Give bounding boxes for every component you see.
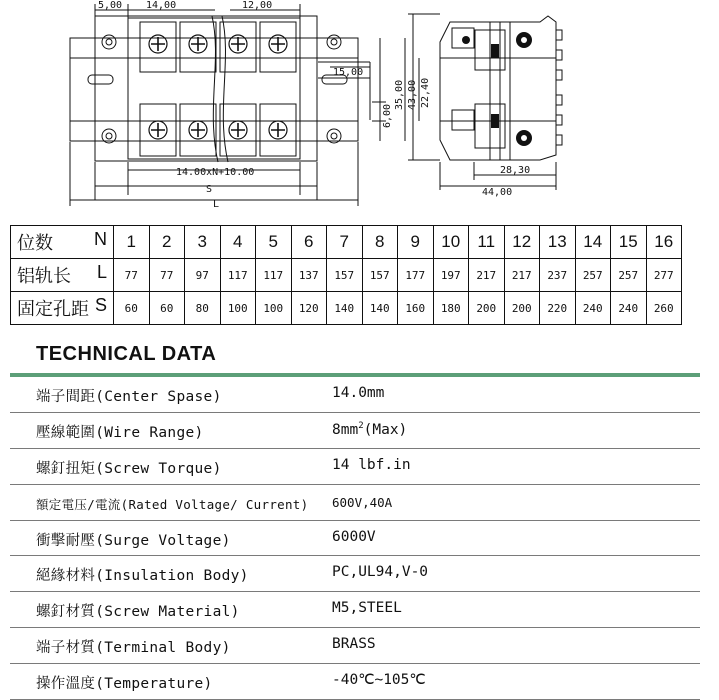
table-cell: 77 [114,259,150,292]
technical-drawing [0,0,719,215]
table-cell: 80 [185,292,221,325]
table-cell: 137 [291,259,327,292]
dimension-table [10,225,682,325]
spec-value: BRASS [332,636,376,653]
table-cell: 220 [540,292,576,325]
header-label-cell: 位数 N [11,226,114,259]
table-cell: 7 [327,226,363,259]
list-item [10,413,700,449]
list-item [10,377,700,413]
table-cell: 10 [433,226,469,259]
list-item [10,556,700,592]
table-cell: 140 [362,292,398,325]
technical-data-list [10,377,700,700]
table-cell: 60 [114,292,150,325]
spec-value: 14 lbf.in [332,456,411,473]
table-cell: 217 [469,259,505,292]
table-cell: 100 [256,292,292,325]
table-cell: 13 [540,226,576,259]
row-label-cell: 固定孔距 S [11,292,114,325]
table-cell: 9 [398,226,434,259]
table-cell: 4 [220,226,256,259]
table-cell: 157 [362,259,398,292]
table-cell: 100 [220,292,256,325]
row-label-cell: 铝轨长 L [11,259,114,292]
table-cell: 177 [398,259,434,292]
table-cell: 240 [611,292,647,325]
table-row-rail-length [11,259,682,292]
table-cell: 157 [327,259,363,292]
dim-l: L [213,199,220,210]
technical-data-title: TECHNICAL DATA [36,343,217,365]
table-cell: 117 [220,259,256,292]
table-cell: 3 [185,226,221,259]
dim-inner-w: 15,00 [333,67,364,78]
table-cell: 180 [433,292,469,325]
list-item [10,521,700,557]
spec-key: 額定電压/電流(Rated Voltage/ Current) [36,496,309,512]
dim-s: S [206,184,213,195]
table-cell: 6 [291,226,327,259]
spec-key: 絕緣材料(Insulation Body) [36,568,249,585]
spec-key: 端子材質(Terminal Body) [36,640,231,657]
table-cell: 200 [504,292,540,325]
list-item [10,664,700,700]
dim-formula: 14.00xN+10.00 [176,167,255,178]
dim-side-w2: 44,00 [482,187,513,198]
table-cell: 217 [504,259,540,292]
table-row-hole-spacing [11,292,682,325]
table-cell: 120 [291,292,327,325]
list-item [10,449,700,485]
spec-key: 衝擊耐壓(Surge Voltage) [36,532,231,549]
table-cell: 240 [575,292,611,325]
table-cell: 2 [149,226,185,259]
table-cell: 140 [327,292,363,325]
spec-value: 600V,40A [332,494,393,510]
table-cell: 15 [611,226,647,259]
table-cell: 197 [433,259,469,292]
table-cell: 16 [646,226,682,259]
dim-side-h1: 43,00 [407,79,418,110]
table-cell: 12 [504,226,540,259]
table-cell: 11 [469,226,505,259]
table-cell: 260 [646,292,682,325]
list-item [10,592,700,628]
table-cell: 5 [256,226,292,259]
dim-outer-h: 35,00 [394,79,405,110]
spec-value: 6000V [332,528,376,545]
table-cell: 237 [540,259,576,292]
dim-side-w1: 28,30 [500,165,531,176]
spec-key: 螺釘扭矩(Screw Torque) [36,460,222,477]
spec-value: -40℃~105℃ [332,672,426,689]
table-cell: 200 [469,292,505,325]
spec-value: $8mm^2(Max)$ [332,420,408,438]
dim-side-h2: 22,40 [420,77,431,108]
table-cell: 8 [362,226,398,259]
table-cell: 117 [256,259,292,292]
spec-value: 14.0mm [332,385,385,401]
table-cell: 14 [575,226,611,259]
spec-key: 操作溫度(Temperature) [36,676,213,693]
spec-value: PC,UL94,V-0 [332,564,429,581]
list-item [10,485,700,521]
table-cell: 277 [646,259,682,292]
spec-value: M5,STEEL [332,600,402,617]
dim-pitch-top2: 12,00 [242,0,273,11]
table-header-row [11,226,682,259]
table-cell: 60 [149,292,185,325]
spec-key: 端子間距(Center Spase) [36,389,222,405]
dim-inner-h: 6,00 [382,103,393,128]
table-cell: 1 [114,226,150,259]
table-cell: 97 [185,259,221,292]
list-item [10,628,700,664]
dim-pitch-left: 5,00 [98,0,123,11]
table-cell: 77 [149,259,185,292]
table-cell: 160 [398,292,434,325]
spec-key: 螺釘材質(Screw Material) [36,604,240,621]
table-cell: 257 [575,259,611,292]
dim-pitch-top1: 14,00 [146,0,177,11]
table-cell: 257 [611,259,647,292]
spec-key: 壓線範圍(Wire Range) [36,424,204,441]
